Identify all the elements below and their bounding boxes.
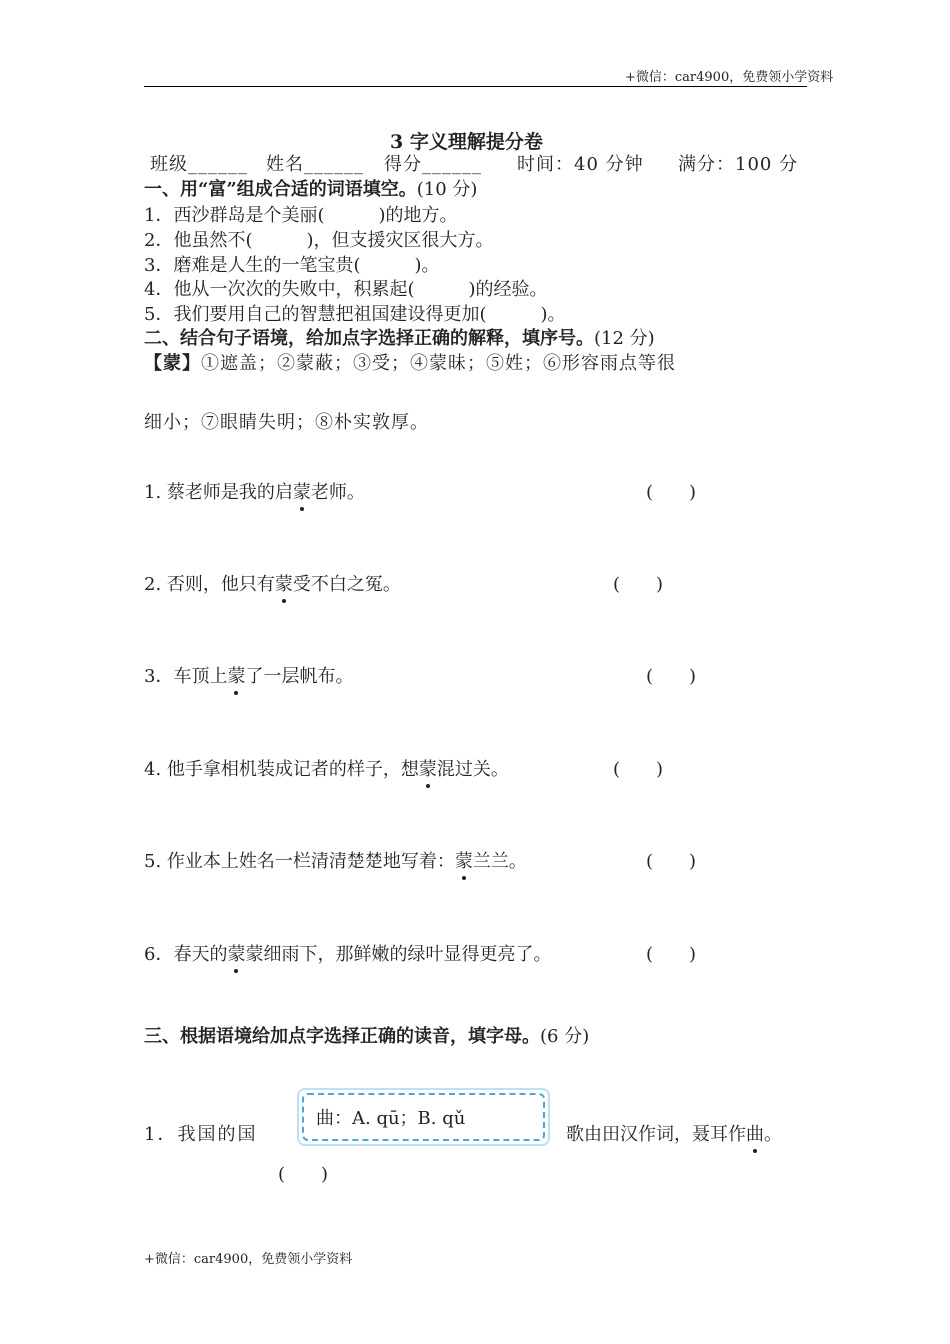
section1-heading — [144, 175, 477, 201]
info-class: 班级______ — [150, 154, 248, 175]
section3-points: (6 分) — [540, 1026, 590, 1047]
section2-meanings-text1: ①遮盖；②蒙蔽；③受；④蒙昧；⑤姓；⑥形容雨点等很 — [201, 353, 676, 374]
section2-points: (12 分) — [594, 328, 655, 349]
page-title: 3 字义理解提分卷 — [390, 131, 543, 153]
dotted-char: 蒙 — [455, 847, 473, 873]
section2-meanings-line2: 细小；⑦眼睛失明；⑧朴实敦厚。 — [144, 412, 429, 433]
section3-title: 三、根据语境给加点字选择正确的读音，填字母。 — [144, 1026, 540, 1047]
section1-item-5: 5．我们要用自己的智慧把祖国建设得更加( )。 — [144, 304, 566, 325]
section2-item-6: 6．春天的蒙蒙细雨下，那鲜嫩的绿叶显得更亮了。 — [144, 940, 551, 966]
section1-points: (10 分) — [416, 179, 478, 200]
dotted-char: 蒙 — [293, 478, 311, 504]
section2-title: 二、结合句子语境，给加点字选择正确的解释，填序号。 — [144, 328, 594, 349]
section1-item-2: 2．他虽然不( )，但支援灾区很大方。 — [144, 230, 494, 251]
info-full-score: 满分：100 分 — [678, 154, 799, 175]
footer-watermark: +微信：car4900，免费领小学资料 — [144, 1252, 353, 1267]
answer-paren-1[interactable]: ( ) — [646, 482, 697, 503]
section2-item-5: 5. 作业本上姓名一栏清清楚楚地写着：蒙兰兰。 — [144, 847, 527, 873]
section3-item-1-start: 1．我国的国 — [144, 1124, 258, 1145]
info-score: 得分______ — [384, 154, 482, 175]
dotted-char: 蒙 — [419, 755, 437, 781]
answer-paren-6[interactable]: ( ) — [646, 944, 697, 965]
dotted-char: 蒙 — [227, 940, 245, 966]
section2-heading — [144, 324, 655, 350]
answer-paren-4[interactable]: ( ) — [613, 759, 664, 780]
section2-item-2: 2. 否则，他只有蒙受不白之冤。 — [144, 570, 401, 596]
answer-paren-5[interactable]: ( ) — [646, 851, 697, 872]
section2-item-3: 3．车顶上蒙了一层帆布。 — [144, 662, 353, 688]
section1-title: 一、用“富”组成合适的词语填空。 — [144, 179, 417, 200]
info-name: 姓名______ — [266, 154, 364, 175]
info-time: 时间：40 分钟 — [517, 154, 644, 175]
dotted-char: 蒙 — [275, 570, 293, 596]
answer-paren-3[interactable]: ( ) — [646, 666, 697, 687]
section3-item-1-end: 歌由田汉作词，聂耳作曲。 — [566, 1120, 782, 1146]
dotted-char: 曲 — [746, 1120, 764, 1146]
section1-item-1: 1．西沙群岛是个美丽( )的地方。 — [144, 205, 458, 226]
section2-meanings-line1 — [144, 349, 676, 375]
answer-paren-s3-1[interactable]: ( ) — [278, 1164, 329, 1185]
dotted-char: 蒙 — [227, 662, 245, 688]
section3-heading — [144, 1022, 589, 1048]
section1-item-3: 3．磨难是人生的一笔宝贵( )。 — [144, 255, 440, 276]
section2-key-label: 【蒙】 — [144, 353, 201, 374]
header-watermark: +微信：car4900，免费领小学资料 — [625, 70, 834, 85]
section2-item-1: 1. 蔡老师是我的启蒙老师。 — [144, 478, 365, 504]
pinyin-box: 曲：A. qū；B. qǔ — [302, 1093, 545, 1141]
section1-item-4: 4．他从一次次的失败中，积累起( )的经验。 — [144, 279, 548, 300]
header-rule — [144, 86, 807, 87]
section2-item-4: 4. 他手拿相机装成记者的样子，想蒙混过关。 — [144, 755, 509, 781]
answer-paren-2[interactable]: ( ) — [613, 574, 664, 595]
